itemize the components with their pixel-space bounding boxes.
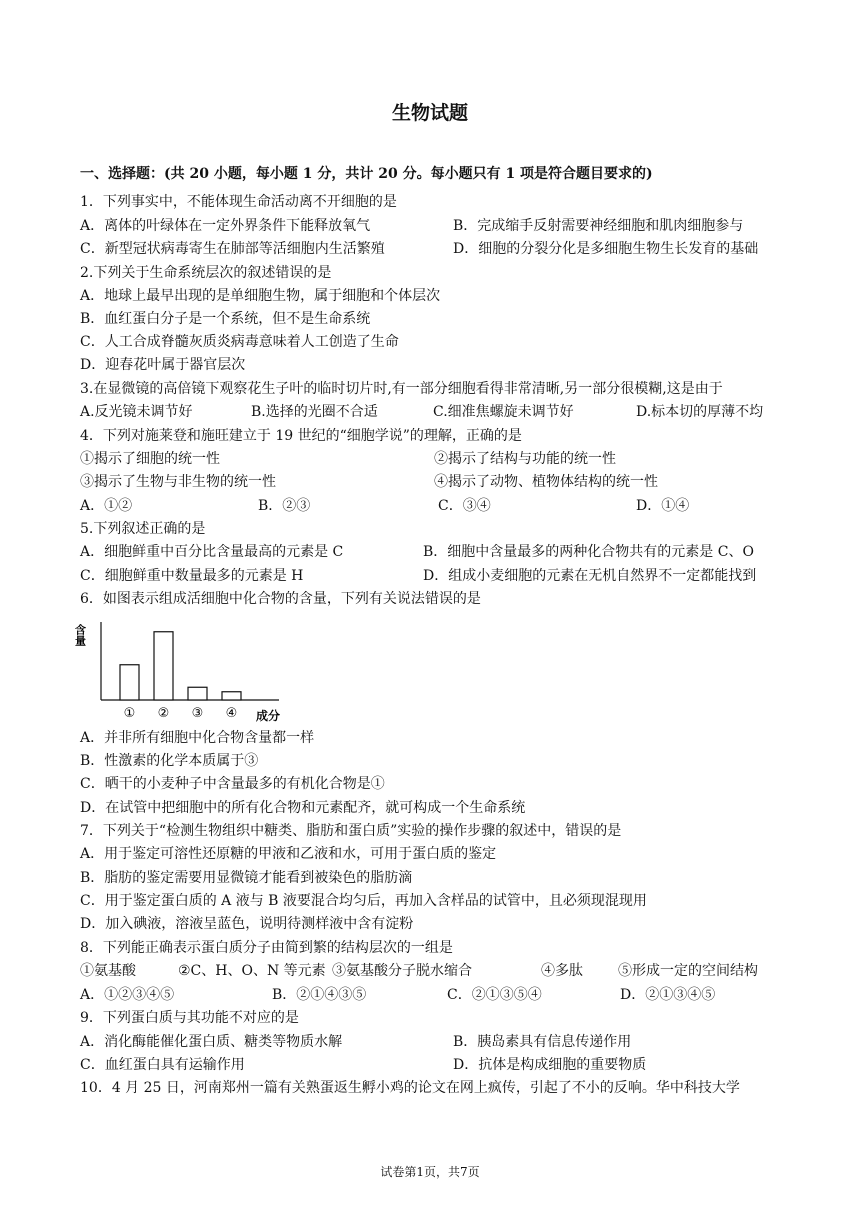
option-text: B．完成缩手反射需要神经细胞和肌肉细胞参与 (453, 218, 744, 234)
option-text: D．抗体是构成细胞的重要物质 (453, 1057, 647, 1073)
option-text: C．血红蛋白具有运输作用 (80, 1057, 245, 1073)
option-text: ⑤形成一定的空间结构 (618, 963, 758, 979)
question-line: B．脂肪的鉴定需要用显微镜才能看到被染色的脂肪滴 (80, 870, 413, 886)
question-line: 5.下列叙述正确的是 (80, 521, 206, 537)
option-text: ①揭示了细胞的统一性 (80, 451, 220, 467)
option-text: B．细胞中含量最多的两种化合物共有的元素是 C、O (423, 544, 754, 560)
question-line: A．并非所有细胞中化合物含量都一样 (80, 730, 315, 746)
question-line: B．性激素的化学本质属于③ (80, 753, 259, 769)
option-text: ③氨基酸分子脱水缩合 (332, 963, 472, 979)
option-text: ④多肽 (541, 963, 583, 979)
x-axis-label: 成分 (256, 709, 281, 722)
question-line: D．在试管中把细胞中的所有化合物和元素配齐，就可构成一个生命系统 (80, 800, 526, 816)
question-line: 7．下列关于“检测生物组织中糖类、脂肪和蛋白质”实验的操作步骤的叙述中，错误的是 (80, 823, 622, 839)
y-axis-label: 含量 (74, 624, 87, 646)
question-line: 3.在显微镜的高倍镜下观察花生子叶的临时切片时,有一部分细胞看得非常清晰,另一部分很模糊,这是由于 (80, 381, 723, 397)
option-text: D．②①③④⑤ (620, 987, 716, 1003)
question-line: 10．4 月 25 日，河南郑州一篇有关熟蛋返生孵小鸡的论文在网上疯传，引起了不小的反响。华中科技大学 (80, 1080, 740, 1096)
question-line: 9．下列蛋白质与其功能不对应的是 (80, 1010, 299, 1026)
question-line: D．加入碘液，溶液呈蓝色，说明待测样液中含有淀粉 (80, 916, 414, 932)
option-text: A.反光镜未调节好 (80, 404, 193, 420)
bar-2 (154, 632, 173, 700)
page-title: 生物试题 (391, 102, 468, 124)
option-text: A．①②③④⑤ (80, 987, 175, 1003)
option-text: ③揭示了生物与非生物的统一性 (80, 474, 276, 490)
option-text: B．②①④③⑤ (272, 987, 367, 1003)
option-text: A．①② (80, 498, 133, 514)
bar-1 (120, 665, 139, 700)
option-text: B．胰岛素具有信息传递作用 (453, 1034, 632, 1050)
option-text: A．细胞鲜重中百分比含量最高的元素是 C (80, 544, 344, 560)
question-line: 8．下列能正确表示蛋白质分子由简到繁的结构层次的一组是 (80, 940, 453, 956)
option-text: B．②③ (258, 498, 311, 514)
category-label-2: ② (157, 706, 170, 721)
category-label-1: ① (123, 706, 136, 721)
option-text: D．细胞的分裂分化是多细胞生物生长发育的基础 (453, 241, 759, 257)
question-line: 6．如图表示组成活细胞中化合物的含量，下列有关说法错误的是 (80, 591, 481, 607)
question-line: A．地球上最早出现的是单细胞生物，属于细胞和个体层次 (80, 288, 441, 304)
bar-4 (222, 692, 241, 700)
question-line: A．用于鉴定可溶性还原糖的甲液和乙液和水，可用于蛋白质的鉴定 (80, 846, 497, 862)
option-text: D.标本切的厚薄不均 (636, 404, 764, 420)
option-text: C．细胞鲜重中数量最多的元素是 H (80, 568, 304, 584)
page-footer: 试卷第1页，共7页 (380, 1165, 480, 1179)
option-text: C．新型冠状病毒寄生在肺部等活细胞内生活繁殖 (80, 241, 385, 257)
option-text: D．组成小麦细胞的元素在无机自然界不一定都能找到 (423, 568, 757, 584)
option-text: B.选择的光圈不合适 (251, 404, 378, 420)
compound-content-chart (74, 612, 294, 722)
question-line: 1．下列事实中，不能体现生命活动离不开细胞的是 (80, 194, 397, 210)
option-text: A．离体的叶绿体在一定外界条件下能释放氧气 (80, 218, 371, 234)
category-label-3: ③ (191, 706, 204, 721)
question-line: C．晒干的小麦种子中含量最多的有机化合物是① (80, 776, 385, 792)
question-line: C．用于鉴定蛋白质的 A 液与 B 液要混合均匀后，再加入含样品的试管中，且必须现混现用 (80, 893, 647, 909)
option-text: ②C、H、O、N 等元素 (178, 963, 326, 979)
option-text: ④揭示了动物、植物体结构的统一性 (434, 474, 658, 490)
option-text: C．③④ (438, 498, 491, 514)
option-text: ①氨基酸 (80, 963, 136, 979)
category-label-4: ④ (225, 706, 238, 721)
question-line: D．迎春花叶属于器官层次 (80, 357, 246, 373)
option-text: ②揭示了结构与功能的统一性 (434, 451, 616, 467)
option-text: D．①④ (636, 498, 690, 514)
section-heading: 一、选择题：(共 20 小题，每小题 1 分，共计 20 分。每小题只有 1 项是符合题目要求的) (80, 166, 653, 182)
question-line: 4．下列对施莱登和施旺建立于 19 世纪的“细胞学说”的理解，正确的是 (80, 428, 522, 444)
question-line: 2.下列关于生命系统层次的叙述错误的是 (80, 265, 332, 281)
bar-3 (188, 687, 207, 700)
option-text: C.细准焦螺旋未调节好 (433, 404, 574, 420)
option-text: C．②①③⑤④ (447, 987, 542, 1003)
question-line: B．血红蛋白分子是一个系统，但不是生命系统 (80, 311, 371, 327)
question-line: C．人工合成脊髓灰质炎病毒意味着人工创造了生命 (80, 334, 399, 350)
option-text: A．消化酶能催化蛋白质、糖类等物质水解 (80, 1034, 343, 1050)
